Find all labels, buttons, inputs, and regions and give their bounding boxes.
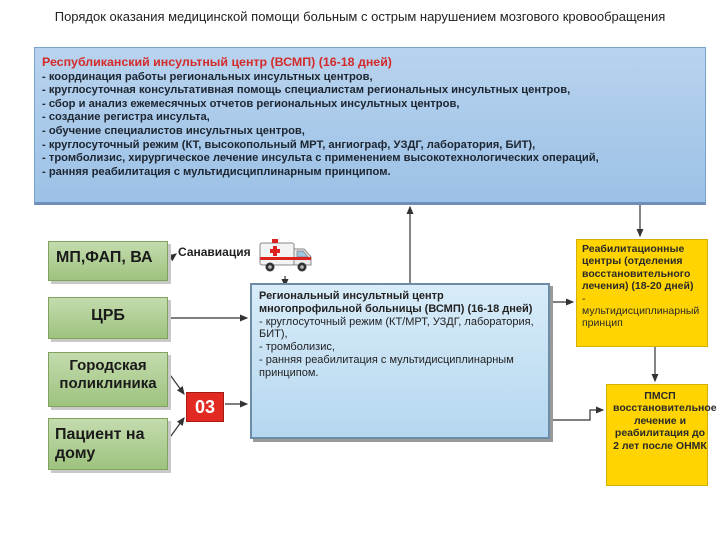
- republic-center-item: - создание регистра инсульта,: [42, 111, 210, 124]
- rehab-item: -: [582, 292, 586, 305]
- rehab-centers-title: Реабилитационные центры (отделения восстановительного лечения) (18-20 дней): [582, 243, 694, 293]
- sanaviation-label: Санавиация: [178, 245, 251, 259]
- arrow-center-to-pmsp: [550, 410, 603, 420]
- arrow-mp-to-sanaviation: [168, 254, 176, 260]
- mp-fap-va-box: МП,ФАП, ВА: [48, 241, 168, 281]
- arrow-home-to-03: [168, 418, 184, 440]
- arrow-polyclinic-to-03: [168, 372, 184, 394]
- emergency-03-box: 03: [186, 392, 224, 422]
- crb-box: ЦРБ: [48, 297, 168, 339]
- page-title: Порядок оказания медицинской помощи больным с острым нарушением мозгового кровообращения: [54, 9, 666, 24]
- regional-center-item: - тромболизис,: [259, 341, 335, 354]
- pmsp-box: ПМСП восстановительное лечение и реабилитация до 2 лет после ОНМК: [606, 384, 708, 486]
- ambulance-icon: [258, 237, 314, 275]
- regional-center-item: - ранняя реабилитация с мультидисциплинарным принципом.: [259, 353, 514, 379]
- rehab-centers-box: [576, 239, 708, 347]
- republic-center-item: - ранняя реабилитация с мультидисциплинарным принципом.: [42, 165, 391, 178]
- city-polyclinic-box: Городская поликлиника: [48, 352, 168, 407]
- republic-center-item: - сбор и анализ ежемесячных отчетов региональных инсультных центров,: [42, 97, 460, 110]
- republic-center-item: - координация работы региональных инсультных центров,: [42, 70, 373, 83]
- regional-center-item: - круглосуточный режим (КТ/МРТ, УЗДГ, лаборатория, БИТ),: [259, 315, 534, 341]
- regional-center-title: Региональный инсультный центр многопрофильной больницы (ВСМП) (16-18 дней): [259, 290, 533, 315]
- republic-center-item: - круглосуточная консультативная помощь специалистам региональных инсультных центров,: [42, 84, 571, 97]
- republic-center-title: Республиканский инсультный центр (ВСМП) (16-18 дней): [42, 55, 392, 69]
- rehab-item: мультидисциплинарный принцип: [582, 305, 700, 330]
- republic-center-item: - круглосуточный режим (КТ, высокопольный МРТ, ангиограф, УЗДГ, лаборатория, БИТ),: [42, 138, 536, 151]
- republic-center-item: - тромболизис, хирургическое лечение инсульта с применением высокотехнологических операций,: [42, 152, 599, 165]
- patient-at-home-box: Пациент на дому: [48, 418, 168, 470]
- regional-stroke-center: [250, 283, 550, 439]
- republic-center-item: - обучение специалистов инсультных центров,: [42, 124, 305, 137]
